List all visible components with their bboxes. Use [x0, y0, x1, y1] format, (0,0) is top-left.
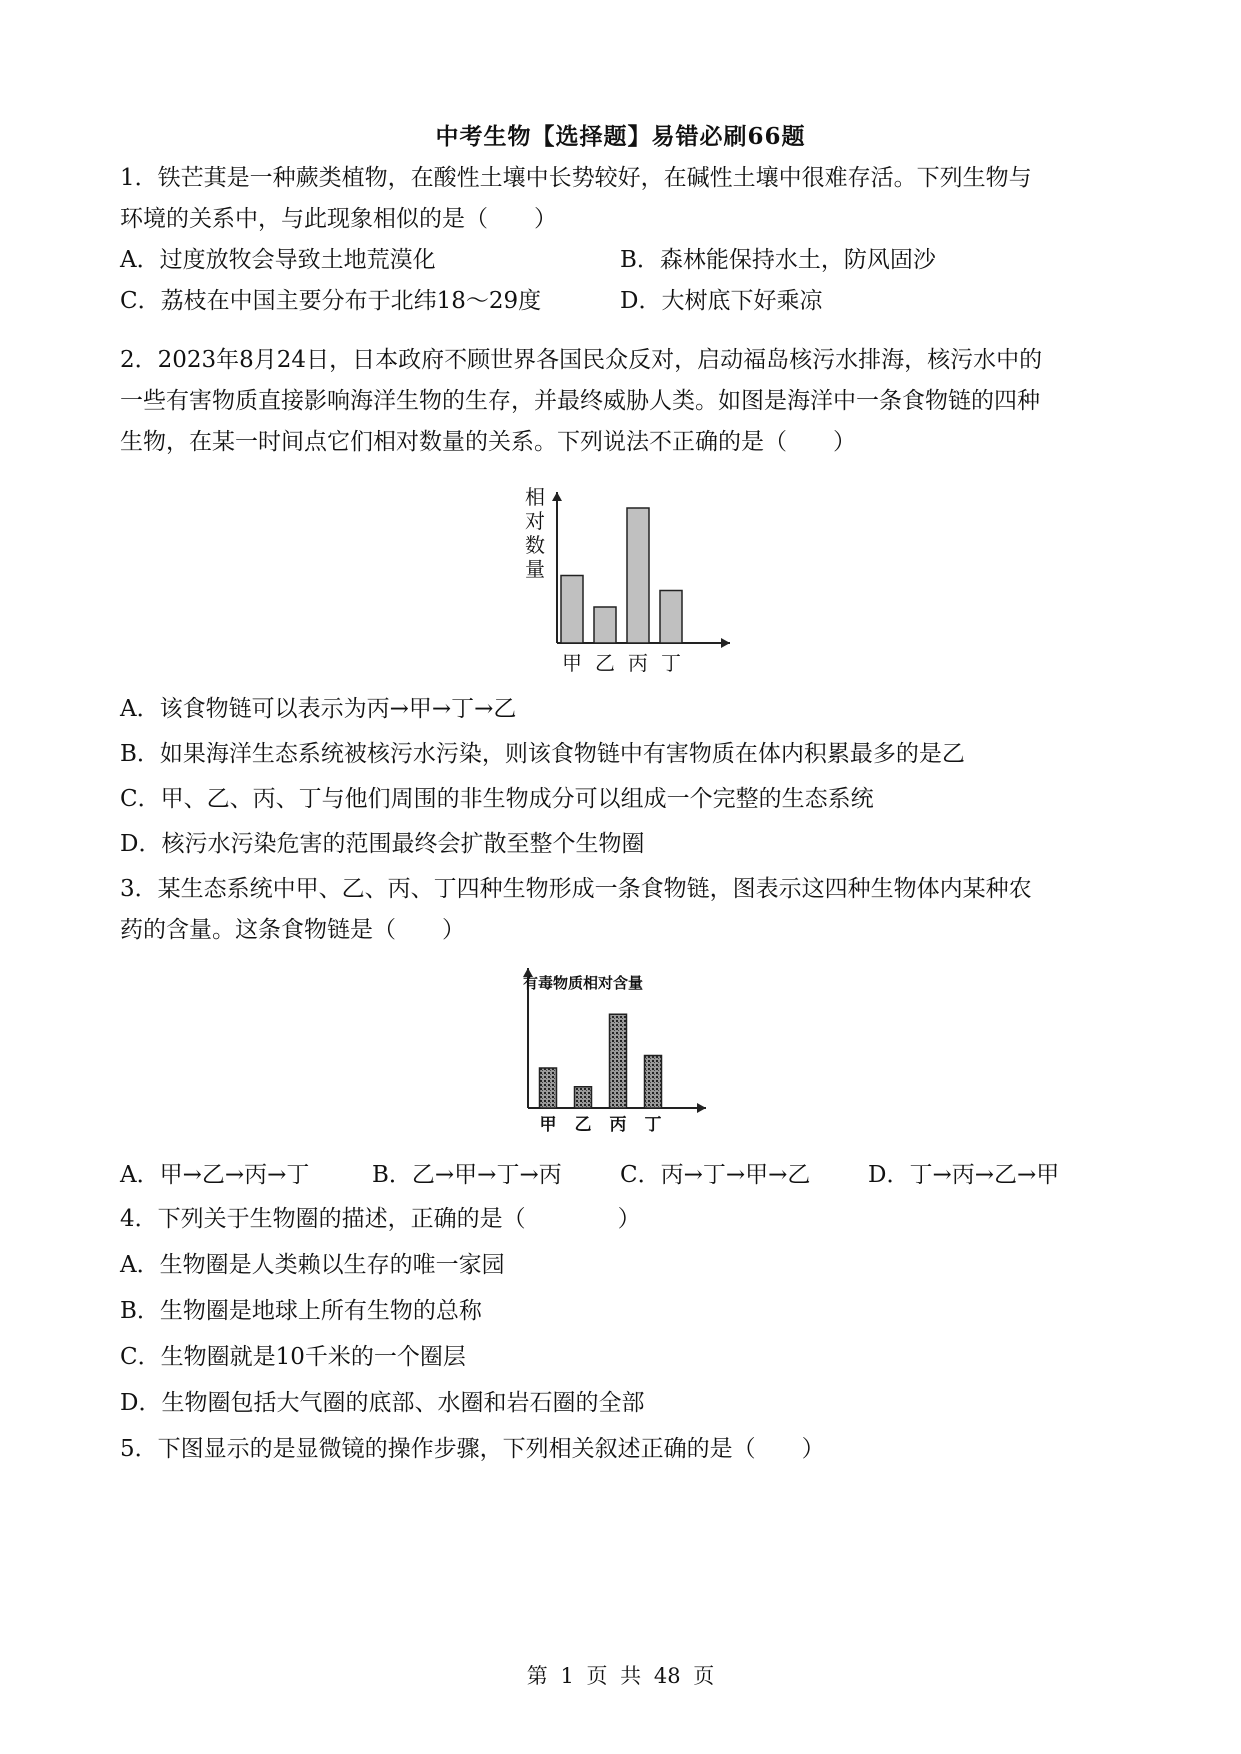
q1-stem-line2: 环境的关系中，与此现象相似的是（ ） [120, 206, 557, 232]
q4-option-d: D．生物圈包括大气圈的底部、水圈和岩石圈的全部 [120, 1390, 645, 1416]
x-tick-label: 甲 [562, 651, 582, 675]
q1-option-b: B．森林能保持水土，防风固沙 [620, 247, 936, 273]
q1-stem-line1: 1．铁芒萁是一种蕨类植物，在酸性土壤中长势较好，在碱性土壤中很难存活。下列生物与 [120, 165, 1032, 191]
x-tick-label: 丙 [609, 1115, 627, 1135]
page-footer: 第 1 页 共 48 页 [526, 1664, 715, 1688]
q1-option-c: C．荔枝在中国主要分布于北纬18～29度 [120, 288, 542, 314]
q4-option-a: A．生物圈是人类赖以生存的唯一家园 [120, 1252, 505, 1278]
q2-stem-line1: 2．2023年8月24日，日本政府不顾世界各国民众反对，启动福岛核污水排海，核污水中的 [120, 347, 1043, 373]
q1-option-a: A．过度放牧会导致土地荒漠化 [120, 247, 436, 273]
q5-stem: 5．下图显示的是显微镜的操作步骤，下列相关叙述正确的是（ ） [120, 1436, 825, 1462]
bar-丙 [627, 508, 649, 643]
bar-丁 [645, 1056, 662, 1109]
y-axis-label-char: 对 [525, 509, 545, 533]
y-axis-label: 有毒物质相对含量 [523, 974, 644, 992]
bar-甲 [561, 576, 583, 644]
bar-甲 [540, 1068, 557, 1108]
x-tick-label: 甲 [539, 1115, 557, 1135]
x-axis-arrow [721, 638, 730, 648]
page-title: 中考生物【选择题】易错必刷66题 [435, 123, 806, 150]
x-tick-label: 丁 [661, 651, 681, 675]
q2-option-b: B．如果海洋生态系统被核污水污染，则该食物链中有害物质在体内积累最多的是乙 [120, 741, 965, 767]
bar-丙 [610, 1014, 627, 1108]
bar-丁 [660, 591, 682, 644]
q2-stem-line3: 生物，在某一时间点它们相对数量的关系。下列说法不正确的是（ ） [120, 429, 856, 455]
q4-option-b: B．生物圈是地球上所有生物的总称 [120, 1298, 482, 1324]
q4-option-c: C．生物圈就是10千米的一个圈层 [120, 1344, 466, 1370]
q3-option-a: A．甲→乙→丙→丁 [120, 1162, 310, 1188]
q2-option-c: C．甲、乙、丙、丁与他们周围的非生物成分可以组成一个完整的生态系统 [120, 786, 874, 812]
q2-option-a: A．该食物链可以表示为丙→甲→丁→乙 [120, 696, 517, 722]
x-tick-label: 丁 [644, 1115, 662, 1135]
q3-stem-line1: 3．某生态系统中甲、乙、丙、丁四种生物形成一条食物链，图表示这四种生物体内某种农 [120, 876, 1032, 902]
q3-option-d: D．丁→丙→乙→甲 [868, 1162, 1060, 1188]
x-tick-label: 乙 [574, 1115, 592, 1135]
x-tick-label: 乙 [595, 651, 615, 675]
y-axis-arrow [552, 492, 562, 501]
q3-stem-line2: 药的含量。这条食物链是（ ） [120, 917, 465, 943]
q1-option-d: D．大树底下好乘凉 [620, 288, 823, 314]
q3-option-b: B．乙→甲→丁→丙 [372, 1162, 562, 1188]
bar-乙 [594, 607, 616, 643]
y-axis-label-char: 数 [525, 533, 545, 557]
q2-option-d: D．核污水污染危害的范围最终会扩散至整个生物圈 [120, 831, 645, 857]
q4-stem: 4．下列关于生物圈的描述，正确的是（ ） [120, 1206, 641, 1232]
q2-stem-line2: 一些有害物质直接影响海洋生物的生存，并最终威胁人类。如图是海洋中一条食物链的四种 [120, 388, 1040, 414]
relative-quantity-chart [510, 480, 735, 680]
bar-乙 [575, 1087, 592, 1108]
y-axis-label-char: 量 [525, 557, 545, 581]
y-axis-label-char: 相 [525, 485, 545, 509]
toxin-content-chart [516, 960, 716, 1140]
x-tick-label: 丙 [628, 651, 648, 675]
q3-option-c: C．丙→丁→甲→乙 [620, 1162, 811, 1188]
x-axis-arrow [697, 1103, 706, 1113]
